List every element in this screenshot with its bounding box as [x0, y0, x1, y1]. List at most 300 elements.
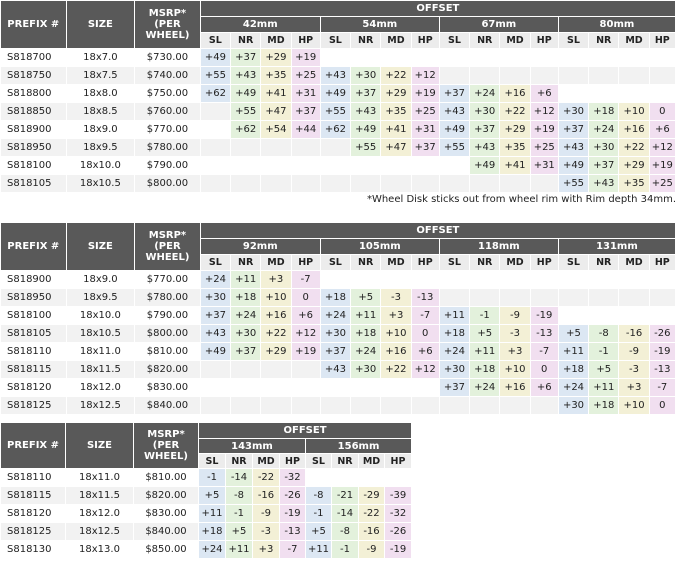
- offset-value-cell: +6: [530, 85, 558, 103]
- offset-value-cell: +11: [470, 343, 500, 361]
- offset-value-cell: +30: [351, 67, 381, 85]
- empty-offset-cell: [470, 289, 500, 307]
- empty-offset-cell: [411, 379, 439, 397]
- offset-column-header: NR: [231, 255, 261, 271]
- offset-value-cell: +24: [558, 379, 588, 397]
- offset-column-header: SL: [200, 255, 230, 271]
- offset-group-header: 156mm: [306, 439, 412, 454]
- offset-column-header: NR: [226, 454, 253, 469]
- offset-value-cell: +18: [558, 361, 588, 379]
- offset-value-cell: +3: [381, 307, 411, 325]
- msrp-cell: $770.00: [135, 271, 201, 289]
- empty-offset-cell: [351, 49, 381, 67]
- offset-value-cell: +12: [411, 67, 439, 85]
- table-row: [1, 379, 676, 397]
- offset-value-cell: +30: [439, 361, 469, 379]
- offset-value-cell: -19: [385, 541, 412, 559]
- offset-value-cell: +24: [470, 379, 500, 397]
- offset-group-header: 92mm: [200, 239, 320, 255]
- empty-offset-cell: [291, 157, 320, 175]
- offset-column-header: MD: [359, 454, 385, 469]
- offset-value-cell: -7: [291, 271, 320, 289]
- offset-value-cell: +22: [261, 325, 291, 343]
- offset-value-cell: -1: [470, 307, 500, 325]
- offset-value-cell: +37: [558, 121, 588, 139]
- empty-offset-cell: [320, 175, 350, 193]
- offset-column-header: MD: [253, 454, 280, 469]
- table-row: [1, 523, 412, 541]
- empty-offset-cell: [231, 175, 261, 193]
- offset-value-cell: -9: [253, 505, 280, 523]
- empty-offset-cell: [470, 271, 500, 289]
- offset-value-cell: +31: [530, 157, 558, 175]
- empty-offset-cell: [589, 271, 619, 289]
- msrp-cell: $810.00: [134, 469, 199, 487]
- empty-offset-cell: [351, 271, 381, 289]
- offset-table-3: [0, 422, 412, 559]
- empty-offset-cell: [261, 397, 291, 415]
- empty-offset-cell: [439, 397, 469, 415]
- offset-column-header: MD: [500, 255, 530, 271]
- offset-column-header: SL: [199, 454, 226, 469]
- offset-value-cell: +19: [291, 49, 320, 67]
- prefix-cell: S818110: [1, 469, 66, 487]
- offset-column-header: HP: [411, 255, 439, 271]
- empty-offset-cell: [619, 67, 649, 85]
- offset-value-cell: -8: [226, 487, 253, 505]
- empty-offset-cell: [200, 103, 230, 121]
- empty-offset-cell: [439, 49, 469, 67]
- offset-value-cell: +19: [411, 85, 439, 103]
- table-row: [1, 175, 676, 193]
- table-row: [1, 103, 676, 121]
- header-offset: OFFSET: [200, 223, 675, 239]
- empty-offset-cell: [320, 157, 350, 175]
- offset-value-cell: +22: [619, 139, 649, 157]
- empty-offset-cell: [619, 289, 649, 307]
- offset-value-cell: +24: [470, 85, 500, 103]
- size-cell: 18x12.0: [66, 505, 134, 523]
- msrp-cell: $810.00: [135, 343, 201, 361]
- empty-offset-cell: [530, 67, 558, 85]
- prefix-cell: S818120: [1, 379, 67, 397]
- empty-offset-cell: [381, 379, 411, 397]
- offset-column-header: MD: [619, 255, 649, 271]
- offset-column-header: NR: [231, 33, 261, 49]
- offset-value-cell: +18: [470, 361, 500, 379]
- offset-value-cell: -3: [619, 361, 649, 379]
- offset-value-cell: +37: [320, 343, 350, 361]
- offset-value-cell: -13: [649, 361, 675, 379]
- empty-offset-cell: [530, 49, 558, 67]
- empty-offset-cell: [231, 379, 261, 397]
- offset-column-header: HP: [649, 33, 675, 49]
- offset-value-cell: +49: [320, 85, 350, 103]
- offset-table-1: [0, 0, 676, 193]
- empty-offset-cell: [470, 397, 500, 415]
- size-cell: 18x11.5: [66, 361, 135, 379]
- offset-value-cell: +43: [470, 139, 500, 157]
- offset-value-cell: +25: [411, 103, 439, 121]
- prefix-cell: S818900: [1, 121, 67, 139]
- offset-value-cell: +6: [649, 121, 675, 139]
- offset-column-header: HP: [280, 454, 306, 469]
- offset-value-cell: +37: [231, 343, 261, 361]
- offset-value-cell: +43: [320, 67, 350, 85]
- offset-value-cell: +30: [589, 139, 619, 157]
- offset-value-cell: +49: [231, 85, 261, 103]
- size-cell: 18x10.5: [66, 175, 135, 193]
- empty-offset-cell: [381, 271, 411, 289]
- offset-value-cell: +62: [200, 85, 230, 103]
- empty-offset-cell: [411, 157, 439, 175]
- offset-value-cell: +11: [306, 541, 332, 559]
- prefix-cell: S818110: [1, 343, 67, 361]
- offset-value-cell: +29: [261, 49, 291, 67]
- offset-value-cell: +10: [500, 361, 530, 379]
- empty-offset-cell: [619, 85, 649, 103]
- offset-value-cell: -7: [649, 379, 675, 397]
- offset-value-cell: -13: [411, 289, 439, 307]
- offset-value-cell: +10: [619, 397, 649, 415]
- offset-value-cell: +49: [470, 157, 500, 175]
- offset-value-cell: +11: [558, 343, 588, 361]
- offset-value-cell: -26: [649, 325, 675, 343]
- empty-offset-cell: [470, 49, 500, 67]
- offset-column-header: HP: [411, 33, 439, 49]
- offset-value-cell: +55: [231, 103, 261, 121]
- offset-value-cell: -19: [280, 505, 306, 523]
- empty-offset-cell: [558, 271, 588, 289]
- offset-value-cell: 0: [530, 361, 558, 379]
- offset-value-cell: -13: [530, 325, 558, 343]
- msrp-cell: $820.00: [134, 487, 199, 505]
- empty-offset-cell: [649, 307, 675, 325]
- offset-value-cell: +37: [589, 157, 619, 175]
- offset-value-cell: +31: [291, 85, 320, 103]
- offset-value-cell: +49: [439, 121, 469, 139]
- offset-value-cell: +10: [261, 289, 291, 307]
- offset-column-header: HP: [530, 33, 558, 49]
- msrp-cell: $830.00: [134, 505, 199, 523]
- offset-value-cell: -8: [589, 325, 619, 343]
- offset-value-cell: -3: [500, 325, 530, 343]
- msrp-cell: $770.00: [135, 121, 201, 139]
- offset-value-cell: +25: [649, 175, 675, 193]
- offset-value-cell: -32: [280, 469, 306, 487]
- offset-value-cell: +30: [470, 103, 500, 121]
- empty-offset-cell: [351, 175, 381, 193]
- offset-value-cell: +5: [226, 523, 253, 541]
- offset-value-cell: -8: [332, 523, 359, 541]
- msrp-cell: $730.00: [135, 49, 201, 67]
- offset-value-cell: +5: [199, 487, 226, 505]
- empty-offset-cell: [619, 307, 649, 325]
- offset-value-cell: +12: [411, 361, 439, 379]
- offset-value-cell: +16: [261, 307, 291, 325]
- empty-offset-cell: [649, 85, 675, 103]
- offset-column-header: HP: [530, 255, 558, 271]
- offset-value-cell: +35: [500, 139, 530, 157]
- empty-offset-cell: [649, 67, 675, 85]
- offset-value-cell: +22: [500, 103, 530, 121]
- offset-column-header: MD: [381, 255, 411, 271]
- empty-offset-cell: [291, 361, 320, 379]
- size-cell: 18x11.5: [66, 487, 134, 505]
- empty-offset-cell: [439, 175, 469, 193]
- table-row: [1, 271, 676, 289]
- offset-value-cell: -7: [280, 541, 306, 559]
- offset-value-cell: +44: [291, 121, 320, 139]
- empty-offset-cell: [589, 85, 619, 103]
- empty-offset-cell: [470, 67, 500, 85]
- table-row: [1, 67, 676, 85]
- empty-offset-cell: [589, 307, 619, 325]
- offset-value-cell: +5: [351, 289, 381, 307]
- msrp-cell: $820.00: [135, 361, 201, 379]
- empty-offset-cell: [231, 157, 261, 175]
- offset-value-cell: 0: [291, 289, 320, 307]
- size-cell: 18x11.0: [66, 343, 135, 361]
- offset-value-cell: +54: [261, 121, 291, 139]
- empty-offset-cell: [411, 175, 439, 193]
- offset-value-cell: +18: [589, 397, 619, 415]
- offset-column-header: NR: [589, 255, 619, 271]
- offset-group-header: 42mm: [200, 17, 320, 33]
- prefix-cell: S818115: [1, 487, 66, 505]
- size-cell: 18x9.0: [66, 271, 135, 289]
- offset-value-cell: +18: [199, 523, 226, 541]
- empty-offset-cell: [558, 85, 588, 103]
- offset-value-cell: +6: [291, 307, 320, 325]
- offset-value-cell: 0: [411, 325, 439, 343]
- prefix-cell: S818100: [1, 307, 67, 325]
- offset-value-cell: +62: [320, 121, 350, 139]
- offset-value-cell: +12: [530, 103, 558, 121]
- offset-value-cell: -16: [359, 523, 385, 541]
- offset-column-header: SL: [558, 33, 588, 49]
- offset-value-cell: +11: [231, 271, 261, 289]
- empty-offset-cell: [200, 361, 230, 379]
- empty-offset-cell: [320, 271, 350, 289]
- offset-value-cell: +5: [306, 523, 332, 541]
- empty-offset-cell: [470, 175, 500, 193]
- offset-value-cell: -1: [306, 505, 332, 523]
- size-cell: 18x7.5: [66, 67, 135, 85]
- empty-offset-cell: [320, 397, 350, 415]
- offset-value-cell: +19: [530, 121, 558, 139]
- msrp-cell: $800.00: [135, 325, 201, 343]
- msrp-cell: $800.00: [135, 175, 201, 193]
- offset-value-cell: +25: [530, 139, 558, 157]
- offset-column-header: MD: [381, 33, 411, 49]
- header-size: SIZE: [66, 223, 135, 271]
- offset-value-cell: +43: [200, 325, 230, 343]
- empty-offset-cell: [200, 175, 230, 193]
- empty-offset-cell: [558, 67, 588, 85]
- table-row: [1, 85, 676, 103]
- offset-value-cell: +3: [261, 271, 291, 289]
- empty-offset-cell: [359, 469, 385, 487]
- empty-offset-cell: [351, 157, 381, 175]
- offset-value-cell: +35: [381, 103, 411, 121]
- empty-offset-cell: [589, 49, 619, 67]
- size-cell: 18x8.0: [66, 85, 135, 103]
- offset-value-cell: +62: [231, 121, 261, 139]
- offset-value-cell: +37: [411, 139, 439, 157]
- offset-column-header: SL: [320, 33, 350, 49]
- offset-column-header: HP: [649, 255, 675, 271]
- empty-offset-cell: [381, 175, 411, 193]
- offset-value-cell: +49: [351, 121, 381, 139]
- offset-column-header: HP: [385, 454, 412, 469]
- size-cell: 18x12.0: [66, 379, 135, 397]
- msrp-cell: $780.00: [135, 139, 201, 157]
- table-row: [1, 49, 676, 67]
- offset-value-cell: -8: [306, 487, 332, 505]
- offset-value-cell: +22: [381, 67, 411, 85]
- header-prefix: PREFIX #: [1, 423, 66, 469]
- empty-offset-cell: [381, 49, 411, 67]
- empty-offset-cell: [558, 307, 588, 325]
- empty-offset-cell: [439, 157, 469, 175]
- offset-value-cell: +43: [231, 67, 261, 85]
- empty-offset-cell: [619, 271, 649, 289]
- offset-value-cell: +5: [589, 361, 619, 379]
- empty-offset-cell: [439, 271, 469, 289]
- offset-value-cell: 0: [649, 397, 675, 415]
- offset-value-cell: -1: [332, 541, 359, 559]
- header-size: SIZE: [66, 423, 134, 469]
- offset-value-cell: +16: [500, 379, 530, 397]
- offset-value-cell: -26: [385, 523, 412, 541]
- empty-offset-cell: [530, 397, 558, 415]
- offset-value-cell: +30: [231, 325, 261, 343]
- offset-group-header: 118mm: [439, 239, 558, 255]
- msrp-cell: $840.00: [134, 523, 199, 541]
- offset-value-cell: +41: [261, 85, 291, 103]
- size-cell: 18x12.5: [66, 523, 134, 541]
- offset-value-cell: +37: [351, 85, 381, 103]
- offset-value-cell: -22: [359, 505, 385, 523]
- offset-value-cell: +3: [253, 541, 280, 559]
- empty-offset-cell: [231, 397, 261, 415]
- msrp-cell: $830.00: [135, 379, 201, 397]
- table-row: [1, 343, 676, 361]
- prefix-cell: S818130: [1, 541, 66, 559]
- empty-offset-cell: [200, 139, 230, 157]
- empty-offset-cell: [589, 67, 619, 85]
- size-cell: 18x10.0: [66, 157, 135, 175]
- size-cell: 18x13.0: [66, 541, 134, 559]
- offset-value-cell: +24: [439, 343, 469, 361]
- offset-column-header: HP: [291, 33, 320, 49]
- offset-value-cell: -3: [253, 523, 280, 541]
- offset-value-cell: +24: [589, 121, 619, 139]
- offset-value-cell: +11: [199, 505, 226, 523]
- offset-value-cell: +30: [558, 103, 588, 121]
- offset-value-cell: +29: [381, 85, 411, 103]
- empty-offset-cell: [411, 397, 439, 415]
- offset-value-cell: +43: [589, 175, 619, 193]
- header-prefix: PREFIX #: [1, 223, 67, 271]
- empty-offset-cell: [439, 67, 469, 85]
- empty-offset-cell: [200, 157, 230, 175]
- offset-value-cell: -7: [411, 307, 439, 325]
- offset-value-cell: -26: [280, 487, 306, 505]
- offset-column-header: MD: [261, 33, 291, 49]
- empty-offset-cell: [320, 379, 350, 397]
- empty-offset-cell: [500, 67, 530, 85]
- offset-value-cell: +5: [470, 325, 500, 343]
- table-row: [1, 157, 676, 175]
- empty-offset-cell: [291, 139, 320, 157]
- empty-offset-cell: [320, 139, 350, 157]
- table-row: [1, 121, 676, 139]
- offset-value-cell: +37: [439, 379, 469, 397]
- empty-offset-cell: [500, 397, 530, 415]
- size-cell: 18x10.0: [66, 307, 135, 325]
- offset-column-header: NR: [351, 255, 381, 271]
- offset-value-cell: +16: [619, 121, 649, 139]
- offset-value-cell: +10: [381, 325, 411, 343]
- offset-value-cell: +55: [351, 139, 381, 157]
- empty-offset-cell: [411, 49, 439, 67]
- offset-value-cell: -9: [500, 307, 530, 325]
- empty-offset-cell: [261, 361, 291, 379]
- offset-value-cell: +22: [381, 361, 411, 379]
- offset-value-cell: +18: [351, 325, 381, 343]
- empty-offset-cell: [439, 289, 469, 307]
- offset-value-cell: +43: [439, 103, 469, 121]
- offset-value-cell: +31: [411, 121, 439, 139]
- offset-value-cell: +5: [558, 325, 588, 343]
- prefix-cell: S818115: [1, 361, 67, 379]
- header-size: SIZE: [66, 1, 135, 49]
- offset-value-cell: +49: [200, 49, 230, 67]
- empty-offset-cell: [530, 175, 558, 193]
- offset-value-cell: -1: [226, 505, 253, 523]
- empty-offset-cell: [261, 175, 291, 193]
- offset-column-header: MD: [619, 33, 649, 49]
- offset-value-cell: +12: [291, 325, 320, 343]
- empty-offset-cell: [306, 469, 332, 487]
- offset-column-header: SL: [306, 454, 332, 469]
- offset-value-cell: -14: [226, 469, 253, 487]
- offset-value-cell: +29: [261, 343, 291, 361]
- empty-offset-cell: [200, 121, 230, 139]
- offset-value-cell: +18: [439, 325, 469, 343]
- offset-value-cell: +47: [381, 139, 411, 157]
- offset-table-2: [0, 222, 676, 415]
- size-cell: 18x9.5: [66, 139, 135, 157]
- offset-column-header: MD: [500, 33, 530, 49]
- empty-offset-cell: [291, 175, 320, 193]
- offset-value-cell: -19: [530, 307, 558, 325]
- empty-offset-cell: [500, 271, 530, 289]
- offset-value-cell: +19: [649, 157, 675, 175]
- offset-value-cell: +37: [231, 49, 261, 67]
- offset-value-cell: -16: [619, 325, 649, 343]
- table-row: [1, 487, 412, 505]
- empty-offset-cell: [332, 469, 359, 487]
- offset-value-cell: +30: [320, 325, 350, 343]
- msrp-cell: $790.00: [135, 157, 201, 175]
- empty-offset-cell: [649, 289, 675, 307]
- offset-column-header: NR: [589, 33, 619, 49]
- rim-depth-note: *Wheel Disk sticks out from wheel rim with Rim depth 34mm.: [366, 194, 676, 205]
- size-cell: 18x9.0: [66, 121, 135, 139]
